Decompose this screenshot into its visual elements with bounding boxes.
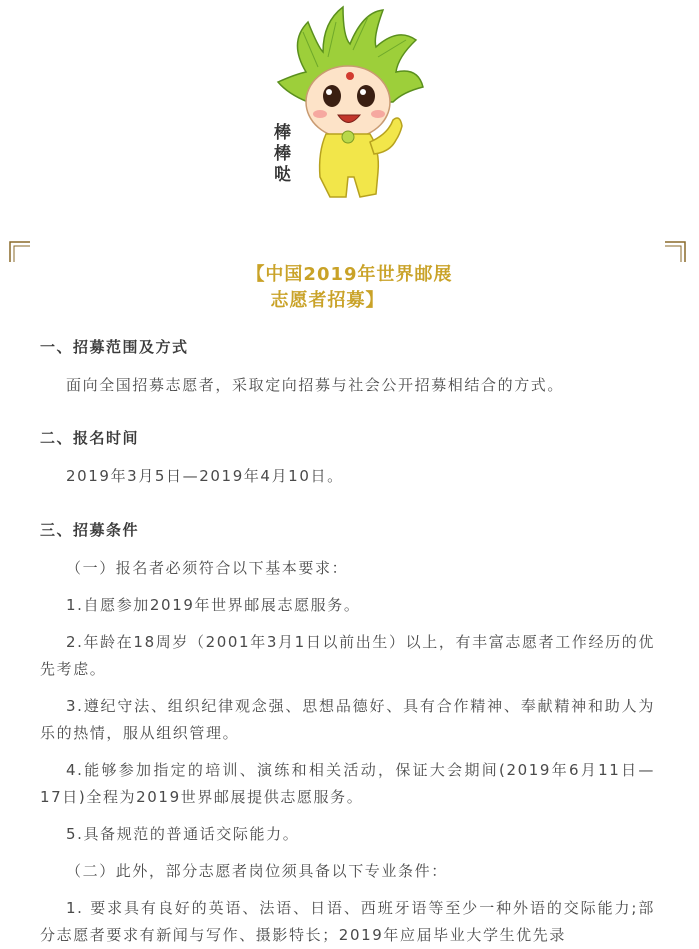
corner-ornament-right-icon	[664, 241, 686, 263]
section-2-body: 2019年3月5日—2019年4月10日。	[66, 467, 344, 485]
section-1-body: 面向全国招募志愿者，采取定向招募与社会公开招募相结合的方式。	[66, 376, 565, 394]
section-1-heading: 一、招募范围及方式	[40, 338, 189, 356]
section-3-heading: 三、招募条件	[40, 521, 140, 539]
section-2-heading: 二、报名时间	[40, 429, 140, 447]
list-item: 1.自愿参加2019年世界邮展志愿服务。	[66, 596, 361, 614]
list-item: 1. 要求具有良好的英语、法语、日语、西班牙语等至少一种外语的交际能力;部分志愿者要求有新闻与写作、摄影特长；2019年应届毕业大学生优先录	[40, 899, 655, 944]
page-title	[0, 262, 699, 314]
article-body	[40, 335, 655, 949]
list-item: 3.遵纪守法、组织纪律观念强、思想品德好、具有合作精神、奉献精神和助人为乐的热情，服从组织管理。	[40, 697, 655, 742]
list-item: 2.年龄在18周岁（2001年3月1日以前出生）以上，有丰富志愿者工作经历的优先考虑。	[40, 633, 655, 678]
list-item: 4.能够参加指定的培训、演练和相关活动，保证大会期间(2019年6月11日—17日)全程为2019世界邮展提供志愿服务。	[40, 761, 655, 806]
list-item: 5.具备规范的普通话交际能力。	[66, 825, 300, 843]
section-3-sub-2: （二）此外，部分志愿者岗位须具备以下专业条件：	[66, 862, 448, 880]
mascot-illustration	[268, 2, 430, 206]
corner-ornament-left-icon	[9, 241, 31, 263]
section-3-sub-1: （一）报名者必须符合以下基本要求：	[66, 559, 349, 577]
title-line-1: 【中国2019年世界邮展	[246, 264, 453, 285]
title-line-2: 志愿者招募】	[270, 290, 385, 311]
svg-text:哒: 哒	[274, 165, 291, 185]
svg-text:棒: 棒	[274, 123, 291, 143]
svg-text:棒: 棒	[274, 144, 291, 164]
